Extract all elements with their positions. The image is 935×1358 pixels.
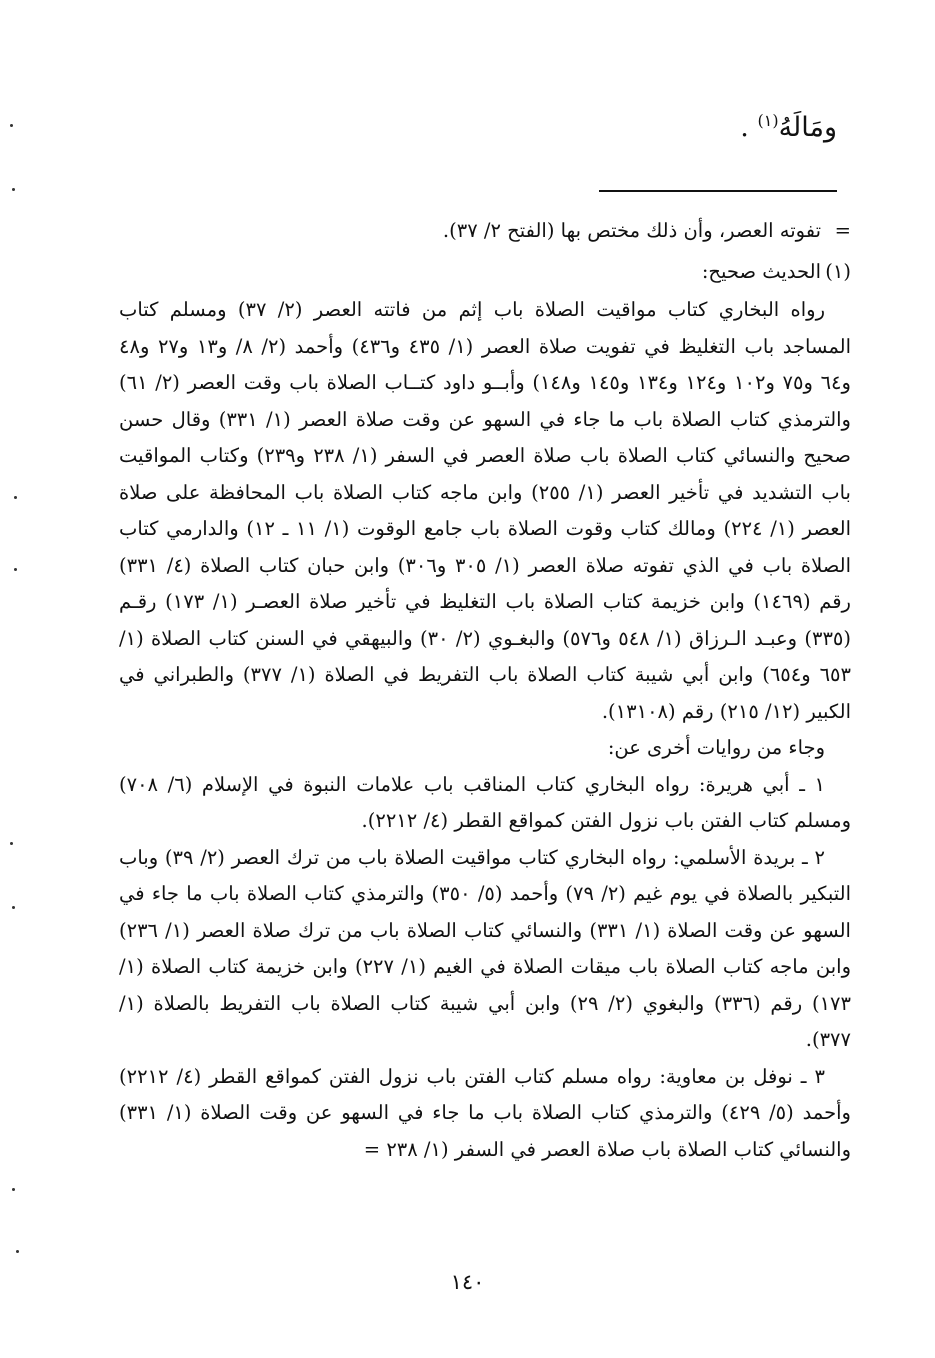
footnote-number: (١)	[825, 260, 851, 283]
footnote-paragraph: ١ ـ أبي هريرة: رواه البخاري كتاب المناقب باب علامات النبوة في الإسلام (٦/ ٧٠٨) ومسلم كتاب الفتن باب نزول الفتن كمواقع القطر (٤/ ٢٢١٢).	[119, 772, 851, 832]
continuation-text: تفوته العصر، وأن ذلك مختص بها (الفتح ٢/ ٣٧).	[442, 219, 821, 242]
footnote-heading	[119, 256, 851, 288]
scan-speck	[12, 906, 15, 909]
scan-speck	[10, 842, 13, 845]
page-number: ١٤٠	[450, 1270, 485, 1294]
scan-speck	[10, 124, 13, 127]
footnote-separator	[599, 190, 837, 192]
scan-speck	[12, 1188, 15, 1191]
footnote-paragraph: وجاء من روايات أخرى عن:	[607, 736, 825, 759]
footnote-label: الحديث صحيح:	[701, 260, 821, 283]
scan-speck	[16, 1250, 19, 1253]
main-text-end: .	[740, 112, 758, 143]
scan-speck	[14, 568, 17, 571]
footnote-body	[119, 292, 851, 1168]
continuation-mark: =	[834, 219, 851, 242]
footnote-continuation	[119, 215, 851, 247]
footnote-paragraph: رواه البخاري كتاب مواقيت الصلاة باب إثم من فاتته العصر (٢/ ٣٧) ومسلم كتاب المساجد باب التغليظ في تفويت صلاة العصر (١/ ٤٣٥ و٤٣٦) وأحمد (٢/ ٨/ و١٣ و٢٧ و٤٨ و٦٤ و٧٥ و١٠٢ و١٢٤ و١٣٤ و١٤٥ و١٤٨) وأبــو داود كتــاب الصلاة باب وقت العصر (٢/ ٦١) والترمذي كتاب الصلاة باب ما جاء في السهو عن وقت صلاة العصر (١/ ٣٣١) وقال حسن صحيح والنسائي كتاب الصلاة باب صلاة العصر في السفر (١/ ٢٣٨ و٢٣٩) وكتاب المواقيت باب التشديد في تأخير العصر (١/ ٢٥٥) وابن ماجه كتاب الصلاة باب المحافظة على صلاة العصر (١/ ٢٢٤) ومالك كتاب وقوت الصلاة باب جامع الوقوت (١/ ١١ ـ ١٢) والدارمي كتاب الصلاة باب في الذي تفوته صلاة العصر (١/ ٣٠٥ و٣٠٦) وابن حبان كتاب الصلاة (٤/ ٣٣١) رقم (١٤٦٩) وابن خزيمة كتاب الصلاة باب التغليظ في تأخير صلاة العصـر (١/ ١٧٣) رقـم (٣٣٥) وعبـد الـرزاق (١/ ٥٤٨ و٥٧٦) والبغـوي (٢/ ٣٠) والبيهقي في السنن كتاب الصلاة (١/ ٦٥٣ و٦٥٤) وابن أبي شيبة كتاب الصلاة باب التفريط في الصلاة (١/ ٣٧٧) والطبراني في الكبير (١٢/ ٢١٥) رقم (١٣١٠٨).	[119, 298, 852, 723]
scan-speck	[14, 496, 17, 499]
footnote-reference: (١)	[757, 111, 779, 130]
main-text: ومَالَهُ	[778, 112, 837, 143]
scan-speck	[12, 188, 15, 191]
footnote-paragraph: ٢ ـ بريدة الأسلمي: رواه البخاري كتاب مواقيت الصلاة باب من ترك العصر (٢/ ٣٩) وباب التبكير بالصلاة في يوم غيم (٢/ ٧٩) وأحمد (٥/ ٣٥٠) والترمذي كتاب الصلاة باب ما جاء في السهو عن وقت الصلاة (١/ ٣٣١) والنسائي كتاب الصلاة باب من ترك صلاة العصر (١/ ٢٣٦) وابن ماجه كتاب الصلاة باب ميقات الصلاة في الغيم (١/ ٢٢٧) وابن خزيمة كتاب الصلاة (١/ ١٧٣) رقم (٣٣٦) والبغوي (٢/ ٢٩) وابن أبي شيبة كتاب الصلاة باب التفريط بالصلاة (١/ ٣٧٧).	[119, 845, 852, 1051]
main-text-line	[740, 108, 837, 148]
footnote-paragraph: ٣ ـ نوفل بن معاوية: رواه مسلم كتاب الفتن باب نزول الفتن كمواقع القطر (٤/ ٢٢١٢) وأحمد (٥/ ٤٢٩) والترمذي كتاب الصلاة باب ما جاء في السهو عن وقت الصلاة (١/ ٣٣١) والنسائي كتاب الصلاة باب صلاة العصر في السفر (١/ ٢٣٨ =	[119, 1064, 851, 1161]
